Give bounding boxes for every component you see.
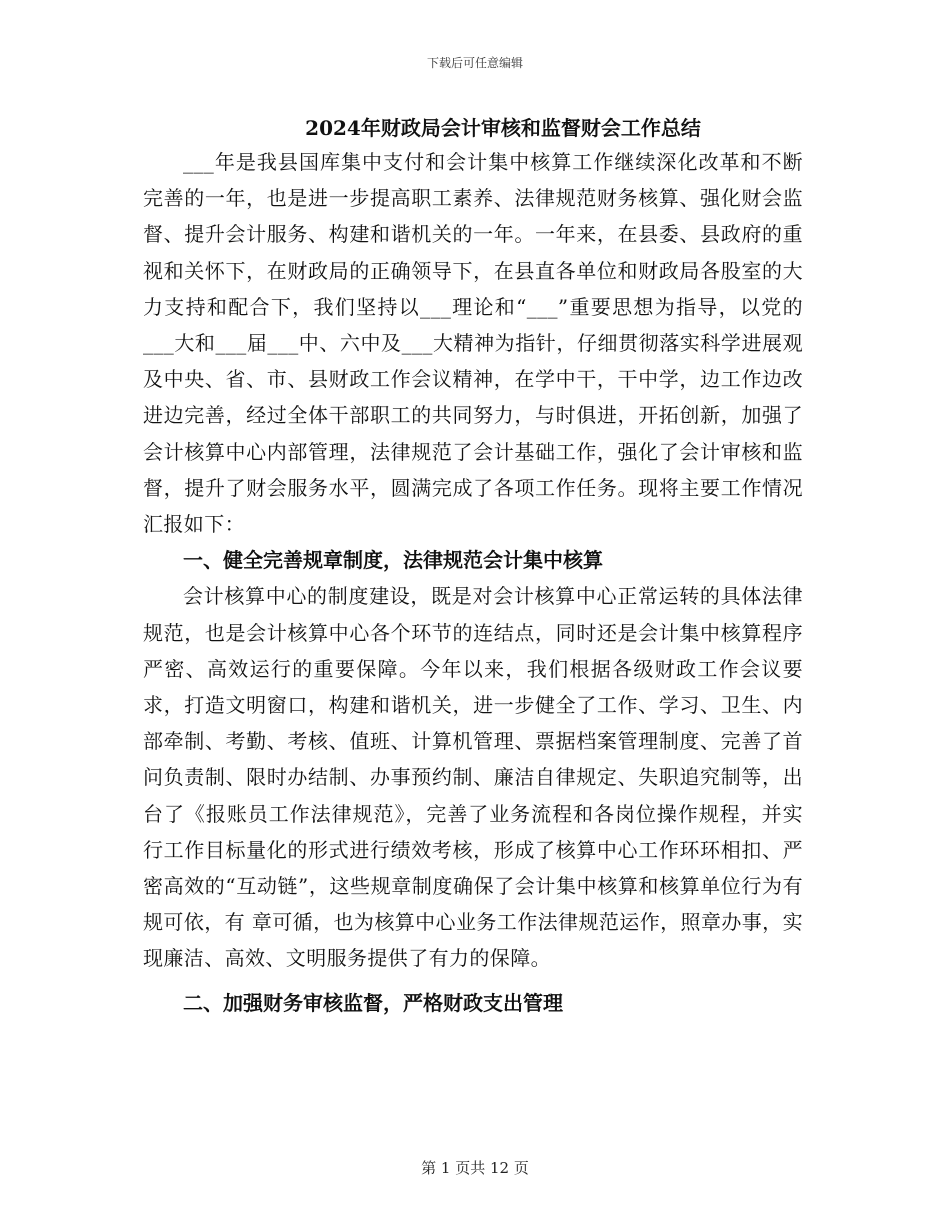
document-title: 2024年财政局会计审核和监督财会工作总结: [305, 116, 701, 140]
section-1-paragraph: 会计核算中心的制度建设，既是对会计核算中心正常运转的具体法律规范，也是会计核算中心各个环节的连结点，同时还是会计集中核算程序严密、高效运行的重要保障。今年以来，我们根据各级财政工作会议要求，打造文明窗口，构建和谐机关，进一步健全了工作、学习、卫生、内部牵制、考勤、考核、值班、计算机管理、票据档案管理制度、完善了首问负责制、限时办结制、办事预约制、廉洁自律规定、失职追究制等，出台了《报账员工作法律规范》，完善了业务流程和各岗位操作规程，并实行工作目标量化的形式进行绩效考核，形成了核算中心工作环环相扣、严密高效的“互动链”，这些规章制度确保了会计集中核算和核算单位行为有规可依，有 章可循，也为核算中心业务工作法律规范运作，照章办事，实现廉洁、高效、文明服务提供了有力的保障。: [143, 584, 803, 971]
section-1-heading: 一、健全完善规章制度，法律规范会计集中核算: [183, 548, 603, 573]
intro-paragraph: ___年是我县国库集中支付和会计集中核算工作继续深化改革和不断完善的一年，也是进一步提高职工素养、法律规范财务核算、强化财会监督、提升会计服务、构建和谐机关的一年。一年来，在县委、县政府的重视和关怀下，在财政局的正确领导下，在县直各单位和财政局各股室的大力支持和配合下，我们坚持以___理论和“___”重要思想为指导，以党的___大和___届___中、六中及___大精神为指针，仔细贯彻落实科学进展观及中央、省、市、县财政工作会议精神，在学中干，干中学，边工作边改进边完善，经过全体干部职工的共同努力，与时俱进，开拓创新，加强了会计核算中心内部管理，法律规范了会计基础工作，强化了会计审核和监督，提升了财会服务水平，圆满完成了各项工作任务。现将主要工作情况汇报如下：: [143, 150, 803, 537]
page-number: 第 1 页共 12 页: [421, 1159, 529, 1177]
page-header-note: 下载后可任意编辑: [426, 56, 523, 70]
document-body: [143, 112, 803, 1021]
section-2-heading: 二、加强财务审核监督，严格财政支出管理: [183, 990, 563, 1015]
